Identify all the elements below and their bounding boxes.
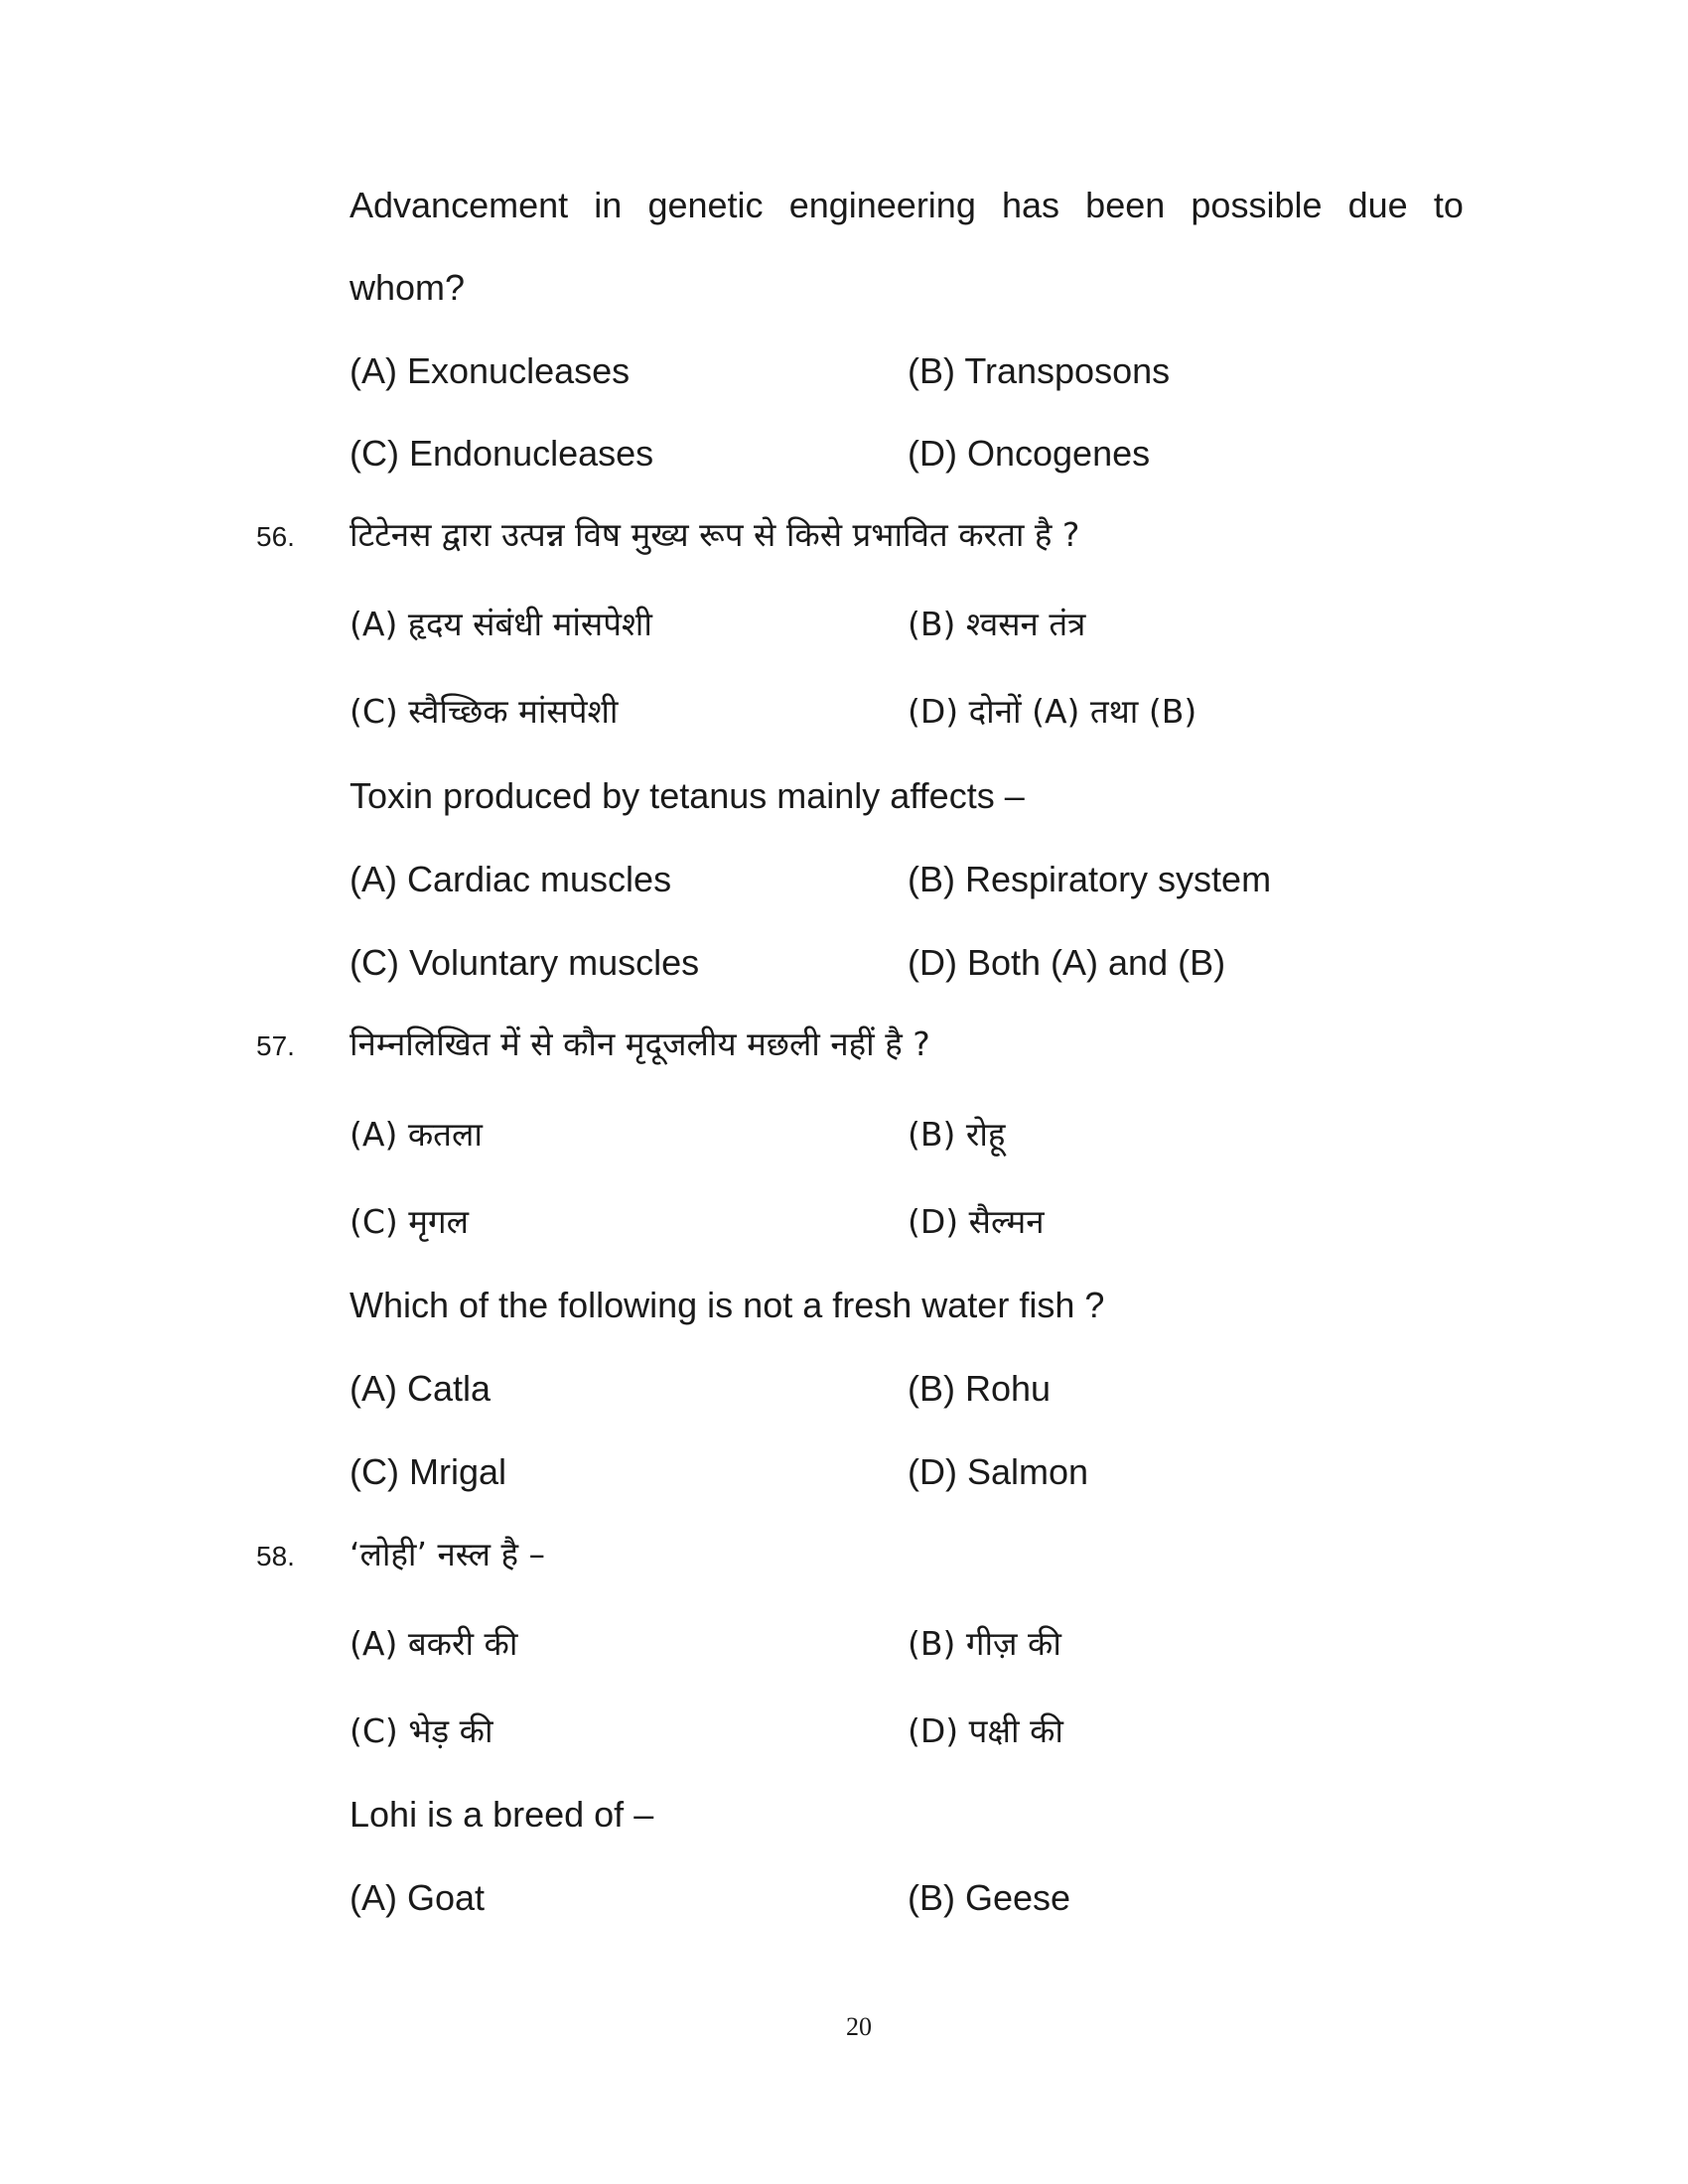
q57-hindi-option-a-text: (A) कतला xyxy=(350,1115,483,1154)
q57-hindi-option-d-text: (D) सैल्मन xyxy=(908,1202,1045,1241)
q57-hindi-option-c-text: (C) मृगल xyxy=(350,1202,469,1241)
q56-hindi-option-d-text: (D) दोनों (A) तथा (B) xyxy=(908,692,1197,731)
q56-hindi-option-b xyxy=(908,602,1085,645)
q57-english-option-b: (B) Rohu xyxy=(908,1368,1052,1409)
q55-word: due xyxy=(1347,185,1408,225)
q57-hindi-option-a xyxy=(350,1112,483,1156)
q56-hindi-option-c xyxy=(350,689,618,733)
q57-english-question: Which of the following is not a fresh water fish ? xyxy=(350,1285,1105,1325)
q57-english-option-d: (D) Salmon xyxy=(908,1451,1089,1492)
q57-hindi-option-b xyxy=(908,1112,1005,1156)
q56-hindi-option-b-text: (B) श्वसन तंत्र xyxy=(908,605,1086,643)
q56-hindi-option-a xyxy=(350,602,652,645)
q55-word: has xyxy=(1001,185,1060,225)
q55-word: genetic xyxy=(647,185,764,225)
q58-hindi-option-d xyxy=(908,1708,1063,1752)
q56-hindi-option-a-text: (A) हृदय संबंधी मांसपेशी xyxy=(350,605,652,643)
q55-word: been xyxy=(1085,185,1166,225)
q58-hindi-option-a xyxy=(350,1621,517,1665)
q57-hindi-option-b-text: (B) रोहू xyxy=(908,1115,1006,1154)
q57-hindi-option-c xyxy=(350,1199,469,1243)
q55-option-d: (D) Oncogenes xyxy=(908,433,1151,474)
q58-hindi-option-b-text: (B) गीज़ की xyxy=(908,1624,1061,1663)
q56-hindi-option-d xyxy=(908,689,1196,733)
q57-hindi-question: निम्नलिखित में से कौन मृदूजलीय मछली नहीं है ? xyxy=(350,1024,930,1063)
page-number: 20 xyxy=(846,2012,872,2041)
q55-word: in xyxy=(594,185,623,225)
q56-english-option-d: (D) Both (A) and (B) xyxy=(908,942,1226,983)
q55-word: possible xyxy=(1191,185,1323,225)
q57-number: 57. xyxy=(256,1030,295,1061)
q56-hindi-option-c-text: (C) स्वैच्छिक मांसपेशी xyxy=(350,692,619,731)
q57-english-option-c: (C) Mrigal xyxy=(350,1451,506,1492)
q56-english-option-c: (C) Voluntary muscles xyxy=(350,942,700,983)
q56-english-question: Toxin produced by tetanus mainly affects – xyxy=(350,775,1025,816)
q56-english-option-b: (B) Respiratory system xyxy=(908,859,1272,899)
q58-english-option-a: (A) Goat xyxy=(350,1877,486,1918)
q55-word: to xyxy=(1433,185,1464,225)
q58-english-option-b: (B) Geese xyxy=(908,1877,1071,1918)
q55-english-question-line1 xyxy=(350,184,1464,227)
q57-english-option-a: (A) Catla xyxy=(350,1368,492,1409)
q56-english-option-a: (A) Cardiac muscles xyxy=(350,859,672,899)
q58-hindi-question: ‘लोही’ नस्ल है – xyxy=(350,1535,545,1573)
q58-hindi-option-c-text: (C) भेड़ की xyxy=(350,1711,493,1750)
q58-hindi-option-c xyxy=(350,1708,493,1752)
q58-hindi-option-a-text: (A) बकरी की xyxy=(350,1624,518,1663)
q55-option-a: (A) Exonucleases xyxy=(350,350,631,391)
q56-hindi-question: टिटेनस द्वारा उत्पन्न विष मुख्य रूप से किसे प्रभावित करता है ? xyxy=(350,515,1080,554)
q58-hindi-option-d-text: (D) पक्षी की xyxy=(908,1711,1063,1750)
q58-number: 58. xyxy=(256,1541,295,1571)
q57-hindi-option-d xyxy=(908,1199,1045,1243)
q55-option-b: (B) Transposons xyxy=(908,350,1171,391)
q58-hindi-option-b xyxy=(908,1621,1061,1665)
q55-english-question-line2: whom? xyxy=(350,267,466,308)
q55-word: Advancement xyxy=(350,185,569,225)
q55-word: engineering xyxy=(788,185,976,225)
q56-number: 56. xyxy=(256,521,295,552)
q55-option-c: (C) Endonucleases xyxy=(350,433,654,474)
q58-english-question: Lohi is a breed of – xyxy=(350,1794,654,1835)
